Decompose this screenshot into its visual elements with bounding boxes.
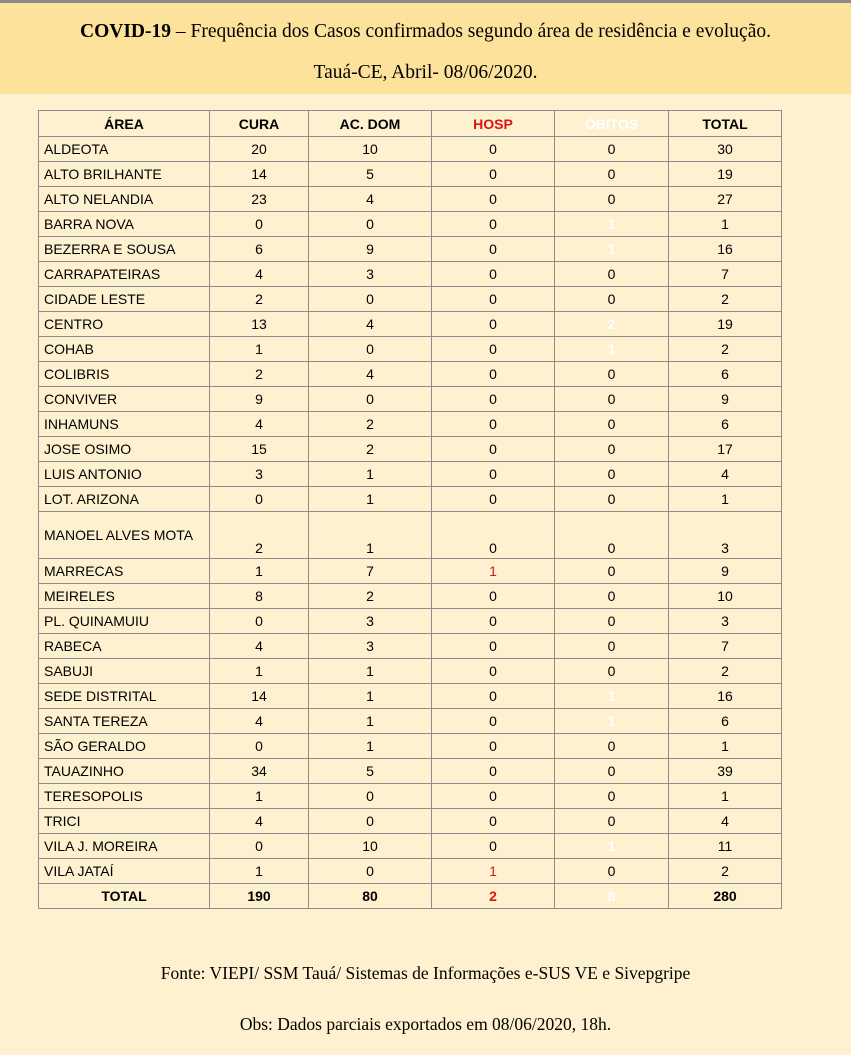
area-cell: MARRECAS (39, 559, 210, 584)
ac-dom-cell: 1 (309, 512, 432, 559)
total-cell: 9 (669, 387, 782, 412)
total-cell: 19 (669, 162, 782, 187)
hosp-cell: 0 (432, 784, 555, 809)
table-row (39, 609, 782, 634)
obitos-cell: 0 (555, 634, 669, 659)
obitos-cell: 0 (555, 362, 669, 387)
hosp-cell: 0 (432, 412, 555, 437)
header-area: ÁREA (39, 111, 210, 137)
totals-row (39, 884, 782, 909)
table-row (39, 137, 782, 162)
ac-dom-cell: 4 (309, 187, 432, 212)
cura-cell: 34 (210, 759, 309, 784)
hosp-cell: 0 (432, 759, 555, 784)
total-cell: 39 (669, 759, 782, 784)
cura-cell: 0 (210, 609, 309, 634)
report-subtitle: Tauá-CE, Abril- 08/06/2020. (313, 62, 538, 83)
ac-dom-cell: 0 (309, 212, 432, 237)
ac-dom-cell: 1 (309, 659, 432, 684)
table-body (39, 137, 782, 909)
obitos-cell: 0 (555, 609, 669, 634)
ac-dom-cell: 0 (309, 337, 432, 362)
obitos-cell: 0 (555, 784, 669, 809)
table-row (39, 262, 782, 287)
area-cell: SÃO GERALDO (39, 734, 210, 759)
ac-dom-cell: 10 (309, 834, 432, 859)
ac-dom-cell: 0 (309, 809, 432, 834)
ac-dom-cell: 1 (309, 709, 432, 734)
table-row (39, 659, 782, 684)
total-cell: 1 (669, 784, 782, 809)
total-cell: 11 (669, 834, 782, 859)
cura-cell: 4 (210, 809, 309, 834)
cura-cell: 1 (210, 659, 309, 684)
area-cell: LUIS ANTONIO (39, 462, 210, 487)
hosp-cell: 1 (432, 859, 555, 884)
table-row (39, 362, 782, 387)
table-row (39, 187, 782, 212)
obitos-cell: 0 (555, 809, 669, 834)
table-row (39, 809, 782, 834)
cura-cell: 1 (210, 859, 309, 884)
cura-cell: 6 (210, 237, 309, 262)
area-cell: PL. QUINAMUIU (39, 609, 210, 634)
table-row (39, 584, 782, 609)
table-row (39, 834, 782, 859)
obitos-cell: 0 (555, 487, 669, 512)
total-cell: 27 (669, 187, 782, 212)
area-cell: TAUAZINHO (39, 759, 210, 784)
obitos-cell: 0 (555, 412, 669, 437)
ac-dom-cell: 1 (309, 462, 432, 487)
ac-dom-cell: 0 (309, 287, 432, 312)
total-cell: 1 (669, 734, 782, 759)
obitos-cell: 0 (555, 437, 669, 462)
cura-cell: 0 (210, 487, 309, 512)
obitos-cell: 1 (555, 684, 669, 709)
area-cell: ALTO NELANDIA (39, 187, 210, 212)
area-cell: VILA JATAÍ (39, 859, 210, 884)
area-cell: BEZERRA E SOUSA (39, 237, 210, 262)
cura-cell: 14 (210, 684, 309, 709)
ac-dom-cell: 0 (309, 387, 432, 412)
hosp-cell: 0 (432, 462, 555, 487)
hosp-cell: 1 (432, 559, 555, 584)
area-cell: CARRAPATEIRAS (39, 262, 210, 287)
ac-dom-cell: 1 (309, 487, 432, 512)
hosp-cell: 0 (432, 437, 555, 462)
totals-total: 280 (669, 884, 782, 909)
cura-cell: 15 (210, 437, 309, 462)
hosp-cell: 0 (432, 312, 555, 337)
header-hosp: HOSP (432, 111, 555, 137)
ac-dom-cell: 4 (309, 312, 432, 337)
cura-cell: 14 (210, 162, 309, 187)
title-covid: COVID-19 (80, 21, 172, 42)
total-cell: 1 (669, 487, 782, 512)
table-row (39, 487, 782, 512)
cura-cell: 0 (210, 734, 309, 759)
hosp-cell: 0 (432, 609, 555, 634)
footer-source: Fonte: VIEPI/ SSM Tauá/ Sistemas de Informações e-SUS VE e Sivepgripe (160, 963, 691, 983)
ac-dom-cell: 9 (309, 237, 432, 262)
table-row (39, 734, 782, 759)
ac-dom-cell: 1 (309, 734, 432, 759)
cura-cell: 23 (210, 187, 309, 212)
cura-cell: 1 (210, 559, 309, 584)
obitos-cell: 1 (555, 237, 669, 262)
ac-dom-cell: 0 (309, 859, 432, 884)
title-band (0, 0, 851, 94)
header-total: TOTAL (669, 111, 782, 137)
area-cell: VILA J. MOREIRA (39, 834, 210, 859)
area-cell: SANTA TEREZA (39, 709, 210, 734)
hosp-cell: 0 (432, 684, 555, 709)
total-cell: 2 (669, 337, 782, 362)
hosp-cell: 0 (432, 162, 555, 187)
area-cell: LOT. ARIZONA (39, 487, 210, 512)
obitos-cell: 1 (555, 834, 669, 859)
ac-dom-cell: 7 (309, 559, 432, 584)
totals-ac-dom: 80 (309, 884, 432, 909)
totals-obitos: 8 (555, 884, 669, 909)
cura-cell: 8 (210, 584, 309, 609)
table-row (39, 162, 782, 187)
cura-cell: 13 (210, 312, 309, 337)
total-cell: 2 (669, 859, 782, 884)
obitos-cell: 0 (555, 734, 669, 759)
hosp-cell: 0 (432, 287, 555, 312)
header-obitos: ÓBITOS (555, 111, 669, 137)
table-row (39, 512, 782, 559)
obitos-cell: 0 (555, 512, 669, 559)
total-cell: 3 (669, 512, 782, 559)
hosp-cell: 0 (432, 834, 555, 859)
cura-cell: 4 (210, 709, 309, 734)
obitos-cell: 0 (555, 387, 669, 412)
hosp-cell: 0 (432, 262, 555, 287)
totals-cura: 190 (210, 884, 309, 909)
area-cell: TRICI (39, 809, 210, 834)
ac-dom-cell: 1 (309, 684, 432, 709)
area-cell: ALDEOTA (39, 137, 210, 162)
table-row (39, 759, 782, 784)
table-row (39, 462, 782, 487)
table-row (39, 709, 782, 734)
cura-cell: 4 (210, 262, 309, 287)
obitos-cell: 0 (555, 659, 669, 684)
header-ac-dom: AC. DOM (309, 111, 432, 137)
area-cell: CIDADE LESTE (39, 287, 210, 312)
area-cell: ALTO BRILHANTE (39, 162, 210, 187)
table-row (39, 559, 782, 584)
hosp-cell: 0 (432, 337, 555, 362)
table-row (39, 684, 782, 709)
area-cell: TERESOPOLIS (39, 784, 210, 809)
total-cell: 7 (669, 262, 782, 287)
hosp-cell: 0 (432, 362, 555, 387)
obitos-cell: 1 (555, 709, 669, 734)
ac-dom-cell: 5 (309, 162, 432, 187)
cura-cell: 0 (210, 212, 309, 237)
cases-table (38, 110, 782, 909)
obitos-cell: 0 (555, 462, 669, 487)
total-cell: 2 (669, 659, 782, 684)
table-row (39, 312, 782, 337)
hosp-cell: 0 (432, 137, 555, 162)
report-title (0, 21, 851, 43)
table-row (39, 212, 782, 237)
hosp-cell: 0 (432, 237, 555, 262)
total-cell: 16 (669, 237, 782, 262)
ac-dom-cell: 2 (309, 584, 432, 609)
hosp-cell: 0 (432, 212, 555, 237)
area-cell: MEIRELES (39, 584, 210, 609)
total-cell: 19 (669, 312, 782, 337)
hosp-cell: 0 (432, 512, 555, 559)
hosp-cell: 0 (432, 634, 555, 659)
total-cell: 2 (669, 287, 782, 312)
area-cell: COHAB (39, 337, 210, 362)
title-description: – Frequência dos Casos confirmados segundo área de residência e evolução. (171, 21, 771, 42)
obitos-cell: 0 (555, 559, 669, 584)
cura-cell: 9 (210, 387, 309, 412)
total-cell: 1 (669, 212, 782, 237)
hosp-cell: 0 (432, 387, 555, 412)
ac-dom-cell: 3 (309, 634, 432, 659)
footer-obs: Obs: Dados parciais exportados em 08/06/2020, 18h. (239, 1014, 612, 1034)
table-row (39, 412, 782, 437)
ac-dom-cell: 5 (309, 759, 432, 784)
obitos-cell: 0 (555, 859, 669, 884)
hosp-cell: 0 (432, 659, 555, 684)
cura-cell: 1 (210, 784, 309, 809)
obitos-cell: 0 (555, 262, 669, 287)
cura-cell: 4 (210, 412, 309, 437)
area-cell: RABECA (39, 634, 210, 659)
obitos-cell: 0 (555, 287, 669, 312)
cura-cell: 2 (210, 362, 309, 387)
obitos-cell: 1 (555, 337, 669, 362)
total-cell: 6 (669, 709, 782, 734)
total-cell: 4 (669, 809, 782, 834)
area-cell: BARRA NOVA (39, 212, 210, 237)
cura-cell: 3 (210, 462, 309, 487)
table-row (39, 337, 782, 362)
total-cell: 3 (669, 609, 782, 634)
table-row (39, 287, 782, 312)
total-cell: 30 (669, 137, 782, 162)
hosp-cell: 0 (432, 584, 555, 609)
area-cell: COLIBRIS (39, 362, 210, 387)
cura-cell: 20 (210, 137, 309, 162)
area-cell: INHAMUNS (39, 412, 210, 437)
table-row (39, 859, 782, 884)
cura-cell: 0 (210, 834, 309, 859)
total-cell: 9 (669, 559, 782, 584)
total-cell: 17 (669, 437, 782, 462)
ac-dom-cell: 0 (309, 784, 432, 809)
ac-dom-cell: 3 (309, 609, 432, 634)
obitos-cell: 0 (555, 137, 669, 162)
table-row (39, 437, 782, 462)
ac-dom-cell: 10 (309, 137, 432, 162)
ac-dom-cell: 2 (309, 412, 432, 437)
area-cell: CENTRO (39, 312, 210, 337)
ac-dom-cell: 4 (309, 362, 432, 387)
cura-cell: 4 (210, 634, 309, 659)
hosp-cell: 0 (432, 187, 555, 212)
cura-cell: 2 (210, 287, 309, 312)
table-row (39, 634, 782, 659)
obitos-cell: 2 (555, 312, 669, 337)
total-cell: 16 (669, 684, 782, 709)
area-cell: CONVIVER (39, 387, 210, 412)
hosp-cell: 0 (432, 709, 555, 734)
area-cell: SABUJI (39, 659, 210, 684)
obitos-cell: 1 (555, 212, 669, 237)
total-cell: 10 (669, 584, 782, 609)
area-cell: JOSE OSIMO (39, 437, 210, 462)
ac-dom-cell: 2 (309, 437, 432, 462)
total-cell: 7 (669, 634, 782, 659)
table-row (39, 387, 782, 412)
hosp-cell: 0 (432, 734, 555, 759)
header-cura: CURA (210, 111, 309, 137)
total-cell: 6 (669, 412, 782, 437)
area-cell: MANOEL ALVES MOTA (39, 512, 210, 559)
obitos-cell: 0 (555, 162, 669, 187)
area-cell: SEDE DISTRITAL (39, 684, 210, 709)
table-row (39, 784, 782, 809)
cura-cell: 1 (210, 337, 309, 362)
obitos-cell: 0 (555, 759, 669, 784)
obitos-cell: 0 (555, 584, 669, 609)
table-header-row (39, 111, 782, 137)
ac-dom-cell: 3 (309, 262, 432, 287)
obitos-cell: 0 (555, 187, 669, 212)
hosp-cell: 0 (432, 809, 555, 834)
totals-hosp: 2 (432, 884, 555, 909)
total-cell: 6 (669, 362, 782, 387)
table-row (39, 237, 782, 262)
totals-label: TOTAL (39, 884, 210, 909)
cura-cell: 2 (210, 512, 309, 559)
total-cell: 4 (669, 462, 782, 487)
hosp-cell: 0 (432, 487, 555, 512)
